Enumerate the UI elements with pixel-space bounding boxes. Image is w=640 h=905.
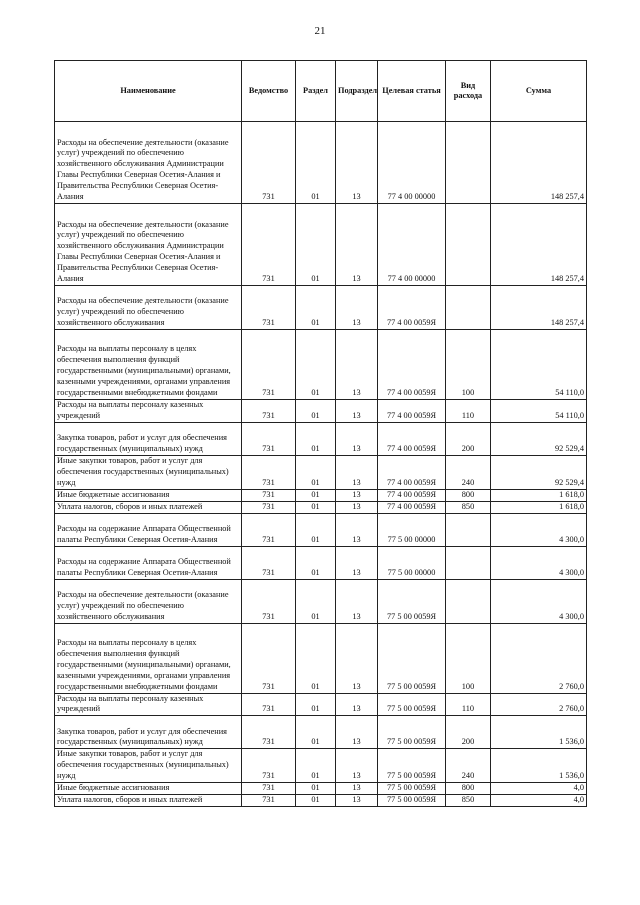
cell-sum: 2 760,0 <box>491 693 587 716</box>
cell-dept: 731 <box>242 422 296 455</box>
cell-section: 01 <box>296 455 336 489</box>
cell-sum: 4 300,0 <box>491 546 587 579</box>
cell-dept: 731 <box>242 122 296 204</box>
header-section: Раздел <box>296 61 336 122</box>
cell-dept: 731 <box>242 749 296 783</box>
table-row <box>55 513 587 546</box>
cell-name: Иные закупки товаров, работ и услуг для обеспечения государственных (муниципальных) нужд <box>55 749 242 783</box>
cell-type <box>446 204 491 286</box>
cell-type: 110 <box>446 693 491 716</box>
cell-section: 01 <box>296 716 336 749</box>
cell-sum: 148 257,4 <box>491 204 587 286</box>
cell-name: Иные бюджетные ассигнования <box>55 783 242 795</box>
cell-type <box>446 513 491 546</box>
cell-target: 77 5 00 0059Я <box>378 579 446 623</box>
cell-name: Расходы на содержание Аппарата Общественной палаты Республики Северная Осетия-Алания <box>55 546 242 579</box>
cell-dept: 731 <box>242 513 296 546</box>
cell-sum: 148 257,4 <box>491 122 587 204</box>
cell-sum: 1 536,0 <box>491 749 587 783</box>
cell-section: 01 <box>296 623 336 693</box>
table-row <box>55 422 587 455</box>
cell-name: Расходы на обеспечение деятельности (оказание услуг) учреждений по обеспечению хозяйственного обслуживания <box>55 286 242 330</box>
cell-name: Уплата налогов, сборов и иных платежей <box>55 501 242 513</box>
cell-type: 200 <box>446 422 491 455</box>
cell-dept: 731 <box>242 204 296 286</box>
cell-sum: 92 529,4 <box>491 455 587 489</box>
cell-subsection: 13 <box>336 422 378 455</box>
cell-subsection: 13 <box>336 783 378 795</box>
cell-target: 77 5 00 00000 <box>378 513 446 546</box>
cell-target: 77 5 00 0059Я <box>378 749 446 783</box>
cell-target: 77 5 00 0059Я <box>378 795 446 807</box>
cell-dept: 731 <box>242 546 296 579</box>
cell-type <box>446 546 491 579</box>
cell-type: 800 <box>446 783 491 795</box>
cell-dept: 731 <box>242 455 296 489</box>
cell-target: 77 4 00 0059Я <box>378 455 446 489</box>
cell-section: 01 <box>296 501 336 513</box>
table-row <box>55 795 587 807</box>
cell-target: 77 4 00 0059Я <box>378 400 446 423</box>
table-row <box>55 330 587 400</box>
cell-type: 800 <box>446 489 491 501</box>
cell-subsection: 13 <box>336 693 378 716</box>
cell-target: 77 5 00 0059Я <box>378 623 446 693</box>
table-row <box>55 400 587 423</box>
cell-dept: 731 <box>242 783 296 795</box>
cell-subsection: 13 <box>336 330 378 400</box>
cell-sum: 4,0 <box>491 795 587 807</box>
cell-type: 240 <box>446 749 491 783</box>
cell-target: 77 4 00 0059Я <box>378 422 446 455</box>
cell-section: 01 <box>296 489 336 501</box>
table-row <box>55 623 587 693</box>
cell-dept: 731 <box>242 623 296 693</box>
cell-sum: 4,0 <box>491 783 587 795</box>
cell-name: Расходы на обеспечение деятельности (оказание услуг) учреждений по обеспечению хозяйственного обслуживания Администрации Главы Республики Северная Осетия-Алания и Правительства Республики Северная Осетия-Алания <box>55 204 242 286</box>
cell-section: 01 <box>296 204 336 286</box>
cell-sum: 54 110,0 <box>491 400 587 423</box>
cell-name: Расходы на выплаты персоналу казенных учреждений <box>55 400 242 423</box>
cell-name: Расходы на выплаты персоналу в целях обеспечения выполнения функций государственными (муниципальными) органами, казенными учреждениями, органами управления государственными внебюджетными фондами <box>55 330 242 400</box>
cell-sum: 2 760,0 <box>491 623 587 693</box>
table-row <box>55 693 587 716</box>
cell-dept: 731 <box>242 795 296 807</box>
cell-sum: 148 257,4 <box>491 286 587 330</box>
cell-section: 01 <box>296 286 336 330</box>
table-row <box>55 749 587 783</box>
header-target: Целевая статья <box>378 61 446 122</box>
header-sum: Сумма <box>491 61 587 122</box>
cell-dept: 731 <box>242 330 296 400</box>
cell-target: 77 5 00 0059Я <box>378 693 446 716</box>
budget-table <box>54 60 587 807</box>
cell-subsection: 13 <box>336 122 378 204</box>
cell-type: 100 <box>446 330 491 400</box>
cell-subsection: 13 <box>336 501 378 513</box>
cell-sum: 4 300,0 <box>491 579 587 623</box>
cell-target: 77 4 00 00000 <box>378 122 446 204</box>
cell-sum: 1 536,0 <box>491 716 587 749</box>
table-row <box>55 501 587 513</box>
cell-subsection: 13 <box>336 716 378 749</box>
cell-type: 850 <box>446 795 491 807</box>
cell-target: 77 5 00 0059Я <box>378 716 446 749</box>
cell-sum: 54 110,0 <box>491 330 587 400</box>
cell-dept: 731 <box>242 501 296 513</box>
cell-dept: 731 <box>242 716 296 749</box>
cell-name: Закупка товаров, работ и услуг для обеспечения государственных (муниципальных) нужд <box>55 422 242 455</box>
cell-sum: 92 529,4 <box>491 422 587 455</box>
cell-type <box>446 122 491 204</box>
cell-subsection: 13 <box>336 623 378 693</box>
cell-name: Уплата налогов, сборов и иных платежей <box>55 795 242 807</box>
cell-type: 850 <box>446 501 491 513</box>
cell-target: 77 5 00 0059Я <box>378 783 446 795</box>
cell-section: 01 <box>296 422 336 455</box>
cell-name: Закупка товаров, работ и услуг для обеспечения государственных (муниципальных) нужд <box>55 716 242 749</box>
cell-name: Расходы на обеспечение деятельности (оказание услуг) учреждений по обеспечению хозяйственного обслуживания <box>55 579 242 623</box>
cell-subsection: 13 <box>336 286 378 330</box>
cell-section: 01 <box>296 546 336 579</box>
cell-target: 77 4 00 0059Я <box>378 489 446 501</box>
cell-dept: 731 <box>242 286 296 330</box>
cell-section: 01 <box>296 795 336 807</box>
table-row <box>55 579 587 623</box>
cell-section: 01 <box>296 579 336 623</box>
cell-target: 77 4 00 0059Я <box>378 330 446 400</box>
header-row <box>55 61 587 122</box>
cell-type <box>446 579 491 623</box>
cell-sum: 1 618,0 <box>491 489 587 501</box>
cell-name: Расходы на выплаты персоналу в целях обеспечения выполнения функций государственными (муниципальными) органами, казенными учреждениями, органами управления государственными внебюджетными фондами <box>55 623 242 693</box>
cell-subsection: 13 <box>336 546 378 579</box>
cell-section: 01 <box>296 122 336 204</box>
cell-dept: 731 <box>242 693 296 716</box>
cell-sum: 4 300,0 <box>491 513 587 546</box>
cell-subsection: 13 <box>336 749 378 783</box>
cell-name: Расходы на обеспечение деятельности (оказание услуг) учреждений по обеспечению хозяйственного обслуживания Администрации Главы Республики Северная Осетия-Алания и Правительства Республики Северная Осетия-Алания <box>55 122 242 204</box>
cell-subsection: 13 <box>336 795 378 807</box>
cell-type: 240 <box>446 455 491 489</box>
cell-name: Расходы на выплаты персоналу казенных учреждений <box>55 693 242 716</box>
table-row <box>55 783 587 795</box>
cell-section: 01 <box>296 693 336 716</box>
table-row <box>55 489 587 501</box>
cell-subsection: 13 <box>336 513 378 546</box>
cell-dept: 731 <box>242 579 296 623</box>
cell-type: 110 <box>446 400 491 423</box>
cell-dept: 731 <box>242 400 296 423</box>
cell-target: 77 4 00 00000 <box>378 204 446 286</box>
cell-name: Иные закупки товаров, работ и услуг для обеспечения государственных (муниципальных) нужд <box>55 455 242 489</box>
cell-dept: 731 <box>242 489 296 501</box>
header-dept: Ведомство <box>242 61 296 122</box>
cell-name: Расходы на содержание Аппарата Общественной палаты Республики Северная Осетия-Алания <box>55 513 242 546</box>
header-subsection: Подраздел <box>336 61 378 122</box>
cell-type: 200 <box>446 716 491 749</box>
table-row <box>55 455 587 489</box>
cell-subsection: 13 <box>336 204 378 286</box>
table-row <box>55 546 587 579</box>
cell-subsection: 13 <box>336 400 378 423</box>
page-number: 21 <box>314 25 326 37</box>
cell-section: 01 <box>296 749 336 783</box>
cell-section: 01 <box>296 330 336 400</box>
cell-target: 77 5 00 00000 <box>378 546 446 579</box>
cell-subsection: 13 <box>336 579 378 623</box>
cell-type: 100 <box>446 623 491 693</box>
header-type: Вид расхода <box>446 61 491 122</box>
cell-name: Иные бюджетные ассигнования <box>55 489 242 501</box>
table-row <box>55 286 587 330</box>
cell-type <box>446 286 491 330</box>
cell-section: 01 <box>296 783 336 795</box>
cell-subsection: 13 <box>336 455 378 489</box>
cell-target: 77 4 00 0059Я <box>378 501 446 513</box>
cell-sum: 1 618,0 <box>491 501 587 513</box>
table-row <box>55 122 587 204</box>
header-name: Наименование <box>55 61 242 122</box>
cell-section: 01 <box>296 513 336 546</box>
table-row <box>55 716 587 749</box>
cell-section: 01 <box>296 400 336 423</box>
cell-target: 77 4 00 0059Я <box>378 286 446 330</box>
table-row <box>55 204 587 286</box>
cell-subsection: 13 <box>336 489 378 501</box>
